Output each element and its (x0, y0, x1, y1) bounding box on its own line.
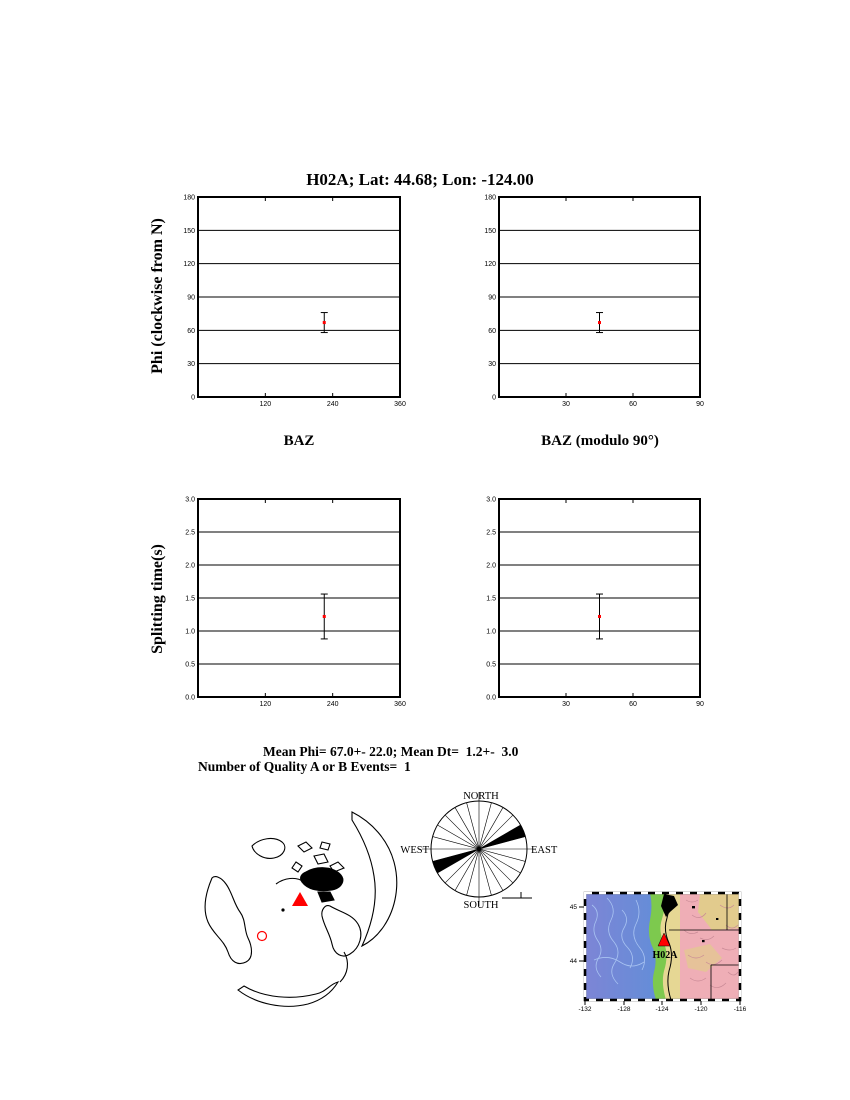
svg-text:0: 0 (492, 394, 496, 402)
svg-text:240: 240 (326, 401, 339, 408)
svg-text:90: 90 (696, 401, 704, 408)
svg-text:0: 0 (191, 394, 195, 402)
globe-dot (281, 908, 284, 911)
svg-text:0.5: 0.5 (185, 661, 195, 669)
svg-text:0.5: 0.5 (486, 661, 496, 669)
rose-scale-bar (502, 892, 532, 898)
svg-text:3.0: 3.0 (185, 496, 195, 504)
svg-text:2.0: 2.0 (486, 562, 496, 570)
svg-text:120: 120 (484, 261, 496, 269)
svg-text:90: 90 (488, 294, 496, 302)
phi-axis-label: Phi (clockwise from N) (149, 218, 166, 374)
event-count-line: Number of Quality A or B Events= 1 (198, 759, 411, 774)
svg-text:90: 90 (187, 294, 195, 302)
dt-axis-label: Splitting time(s) (149, 544, 166, 654)
svg-text:60: 60 (629, 701, 637, 708)
svg-text:2.5: 2.5 (185, 529, 195, 537)
map-xtick-1: -128 (617, 1006, 631, 1013)
map-xtick-0: -132 (578, 1006, 592, 1013)
svg-text:1.0: 1.0 (486, 628, 496, 636)
svg-text:30: 30 (488, 361, 496, 369)
rose-diagram (422, 792, 536, 906)
rose-west-label: WEST (400, 845, 429, 856)
svg-text:2.0: 2.0 (185, 562, 195, 570)
rose-north-label: NORTH (463, 791, 499, 802)
map-ytick-0: 45 (569, 904, 577, 911)
svg-text:360: 360 (394, 401, 406, 408)
svg-text:60: 60 (488, 327, 496, 335)
svg-text:360: 360 (394, 701, 406, 708)
baz-mod-axis-label: BAZ (modulo 90°) (541, 433, 659, 449)
map-xtick-4: -116 (733, 1006, 747, 1013)
svg-text:1.5: 1.5 (486, 595, 496, 603)
region-map-inset (570, 893, 747, 1013)
svg-text:30: 30 (187, 361, 195, 369)
globe-coastlines (205, 812, 397, 1006)
svg-text:30: 30 (562, 701, 570, 708)
page-title: H02A; Lat: 44.68; Lon: -124.00 (306, 170, 534, 189)
svg-text:60: 60 (187, 327, 195, 335)
svg-text:180: 180 (183, 194, 195, 202)
svg-text:120: 120 (259, 401, 272, 408)
globe-world-map (205, 806, 397, 1006)
rose-east-label: EAST (531, 845, 558, 856)
svg-text:2.5: 2.5 (486, 529, 496, 537)
map-xtick-2: -124 (655, 1006, 669, 1013)
svg-text:240: 240 (326, 701, 339, 708)
svg-text:60: 60 (629, 401, 637, 408)
svg-text:0.0: 0.0 (185, 694, 195, 702)
svg-text:120: 120 (259, 701, 272, 708)
svg-text:1.5: 1.5 (185, 595, 195, 603)
baz-axis-label: BAZ (283, 433, 315, 449)
svg-text:0.0: 0.0 (486, 694, 496, 702)
svg-text:90: 90 (696, 701, 704, 708)
svg-text:120: 120 (183, 261, 195, 269)
globe-event-circle (258, 932, 267, 941)
svg-text:3.0: 3.0 (486, 496, 496, 504)
svg-text:1.0: 1.0 (185, 628, 195, 636)
rose-south-label: SOUTH (463, 900, 499, 911)
map-ytick-1: 44 (569, 958, 577, 965)
mean-stats-line: Mean Phi= 67.0+- 22.0; Mean Dt= 1.2+- 3.0 (263, 744, 519, 759)
globe-station-triangle-icon (292, 892, 308, 906)
svg-text:150: 150 (183, 227, 195, 235)
map-station-label: H02A (652, 950, 678, 961)
map-xtick-3: -120 (694, 1006, 708, 1013)
svg-text:30: 30 (562, 401, 570, 408)
svg-text:150: 150 (484, 227, 496, 235)
svg-text:180: 180 (484, 194, 496, 202)
